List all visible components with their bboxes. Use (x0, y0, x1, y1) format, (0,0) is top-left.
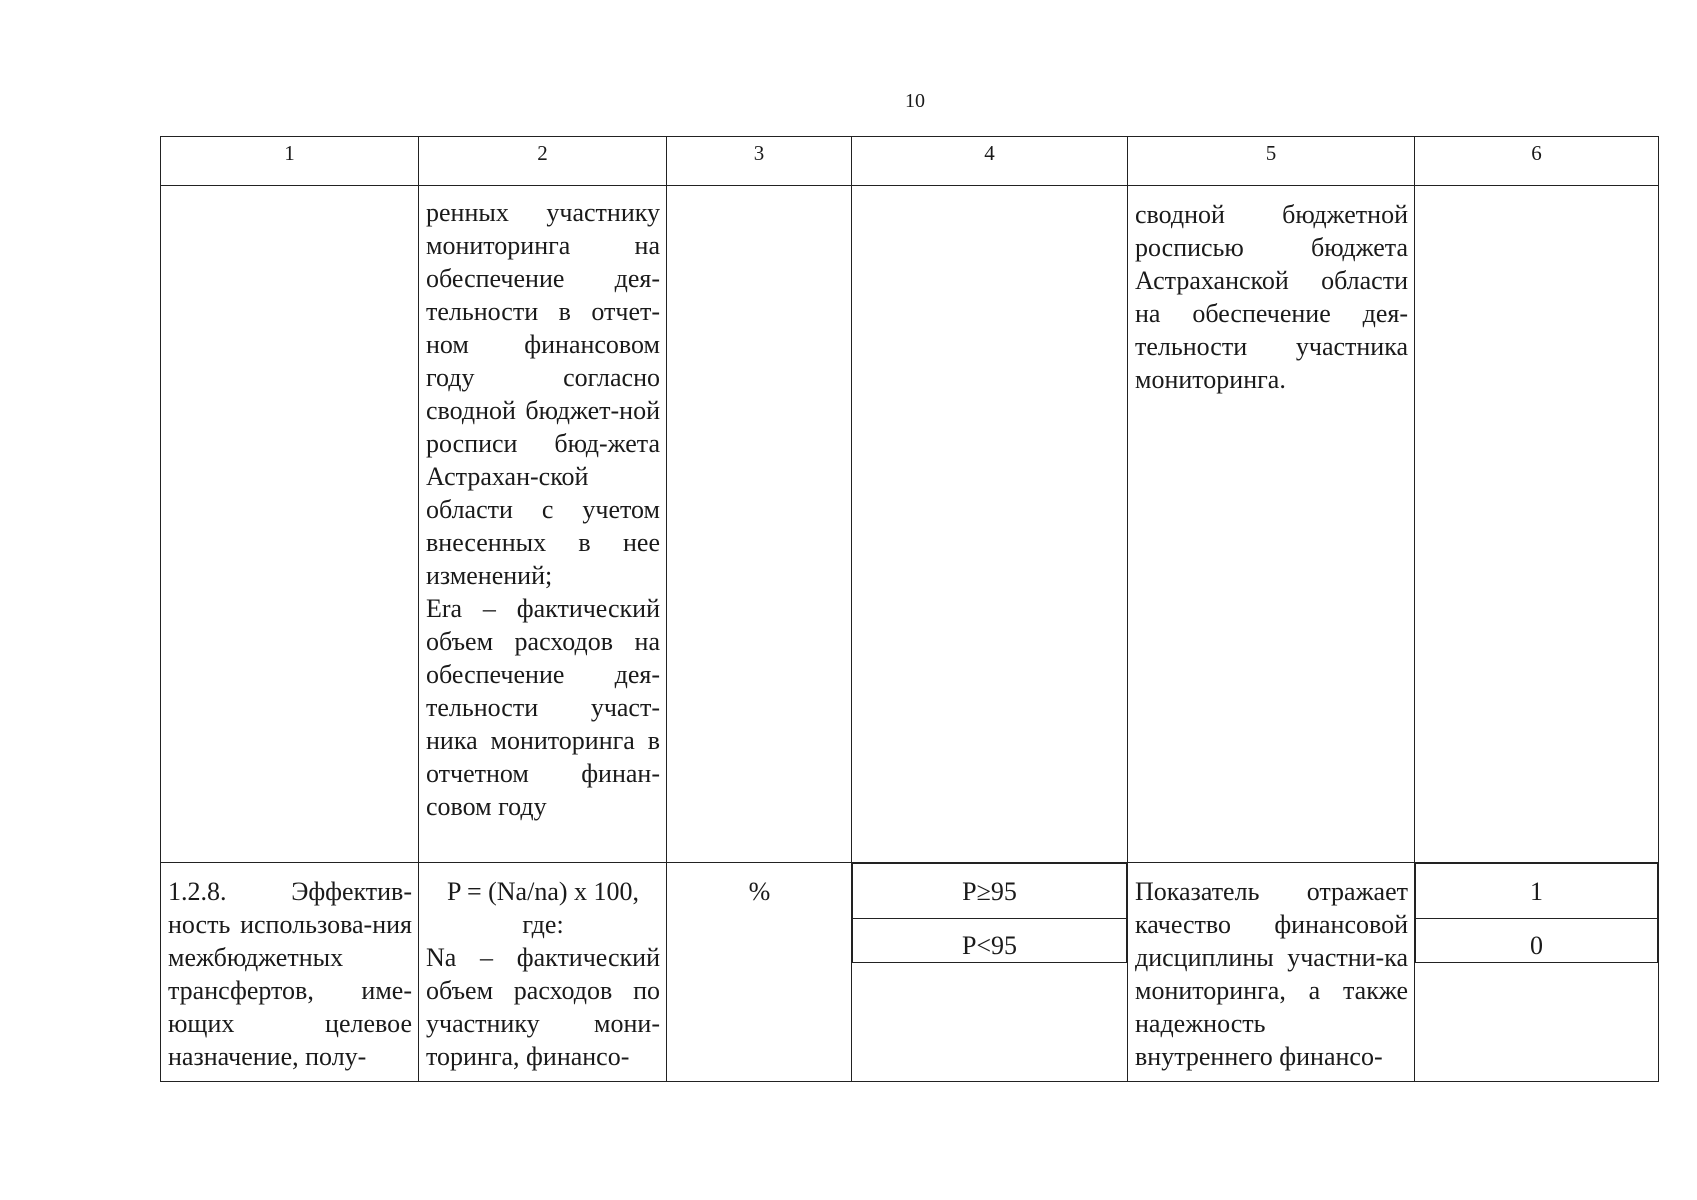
row1-col2-text-part2: Era – фактический объем расходов на обеспечение дея-тельности участ-ника мониторинга в отчетном финан-совом году (426, 594, 660, 821)
score-1: 1 (1416, 864, 1658, 919)
row2-col4-cell (852, 863, 1128, 1082)
column-header-6: 6 (1415, 137, 1659, 186)
condition-subtable (852, 863, 1127, 963)
unit-value: % (748, 877, 771, 906)
score-2: 0 (1416, 919, 1658, 963)
row1-col3-cell (667, 186, 852, 863)
formula: P = (Na/na) x 100, (446, 877, 640, 906)
condition-2: P<95 (853, 919, 1127, 963)
row2-col2-cell (419, 863, 667, 1082)
row1-col2-text-part1: ренных участнику мониторинга на обеспечение дея-тельности в отчет-ном финансовом году согласно сводной бюджет-ной росписи бюд-жета Астрахан-ской области с учетом внесенных в нее изменений; (426, 198, 660, 590)
row2-col2-text: Na – фактический объем расходов по участнику мони-торинга, финансо- (426, 943, 660, 1071)
row1-col4-cell (852, 186, 1128, 863)
column-header-5: 5 (1128, 137, 1415, 186)
row1-col5-text: сводной бюджетной росписью бюджета Астраханской области на обеспечение дея-тельности участника мониторинга. (1135, 200, 1408, 394)
column-header-4: 4 (852, 137, 1128, 186)
row1-col1-cell (161, 186, 419, 863)
table-row (161, 186, 1659, 863)
table-header-row (161, 137, 1659, 186)
indicator-table (160, 136, 1659, 1082)
column-header-2: 2 (419, 137, 667, 186)
row1-col2-cell (419, 186, 667, 863)
column-header-1: 1 (161, 137, 419, 186)
condition-1: P≥95 (853, 864, 1127, 919)
row1-col6-cell (1415, 186, 1659, 863)
row2-col5-cell (1128, 863, 1415, 1082)
formula-where: где: (522, 910, 564, 939)
row2-col1-text: 1.2.8. Эффектив-ность использова-ния межбюджетных трансфертов, име-ющих целевое назначение, полу- (168, 877, 412, 1071)
column-header-3: 3 (667, 137, 852, 186)
row2-col1-cell (161, 863, 419, 1082)
page-number: 10 (905, 90, 925, 112)
row2-col5-text: Показатель отражает качество финансовой дисциплины участни-ка мониторинга, а также надежность внутреннего финансо- (1135, 877, 1408, 1071)
table-row (161, 863, 1659, 1082)
row2-col6-cell (1415, 863, 1659, 1082)
score-subtable (1415, 863, 1658, 963)
row1-col5-cell (1128, 186, 1415, 863)
row2-col3-cell (667, 863, 852, 1082)
